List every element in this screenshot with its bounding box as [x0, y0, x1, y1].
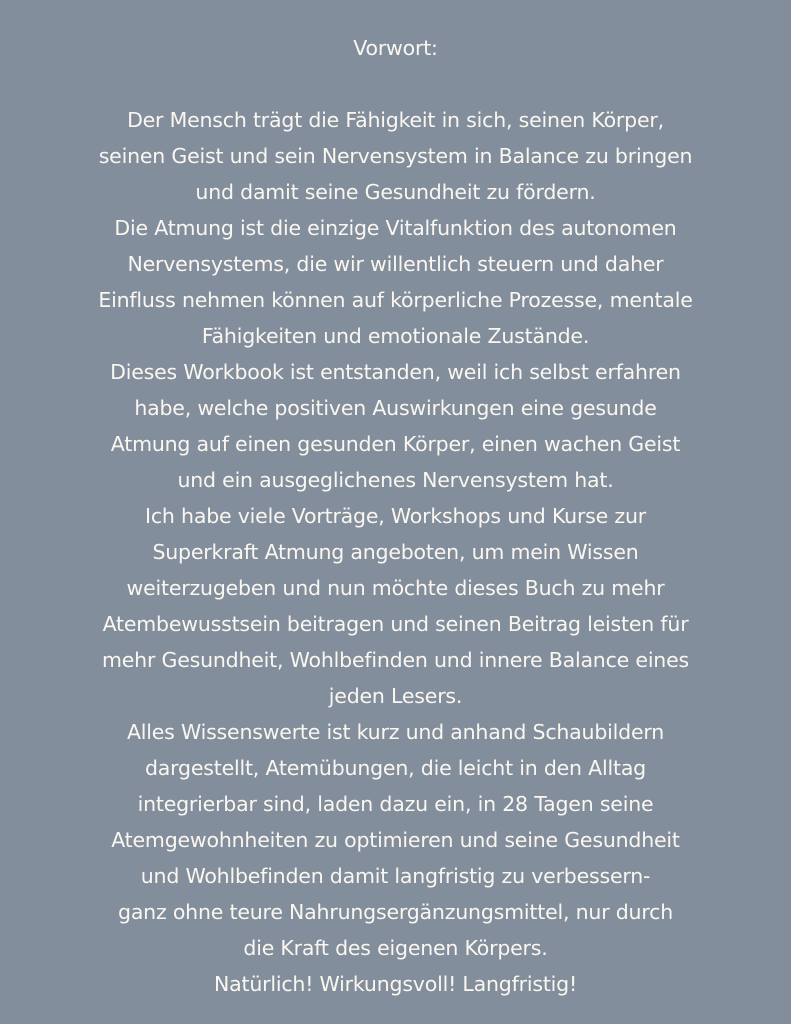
foreword-body	[0, 102, 791, 1002]
body-line: und Wohlbefinden damit langfristig zu verbessern-	[140, 864, 651, 888]
body-line: Atemgewohnheiten zu optimieren und seine Gesundheit	[111, 828, 680, 852]
body-line: Die Atmung ist die einzige Vitalfunktion des autonomen	[114, 216, 677, 240]
body-line: integrierbar sind, laden dazu ein, in 28 Tagen seine	[137, 792, 654, 816]
body-line: Ich habe viele Vorträge, Workshops und Kurse zur	[145, 504, 646, 528]
body-line: und ein ausgeglichenes Nervensystem hat.	[177, 468, 614, 492]
body-line: mehr Gesundheit, Wohlbefinden und innere Balance eines	[101, 648, 689, 672]
body-line: Alles Wissenswerte ist kurz und anhand Schaubildern	[126, 720, 665, 744]
body-line: Fähigkeiten und emotionale Zustände.	[201, 324, 590, 348]
body-line: Dieses Workbook ist entstanden, weil ich selbst erfahren	[110, 360, 681, 384]
title-spacer	[0, 66, 791, 102]
body-line: ganz ohne teure Nahrungsergänzungsmittel, nur durch	[118, 900, 673, 924]
body-line: weiterzugeben und nun möchte dieses Buch zu mehr	[126, 576, 665, 600]
body-line: dargestellt, Atemübungen, die leicht in den Alltag	[144, 756, 646, 780]
body-line: und damit seine Gesundheit zu fördern.	[195, 180, 596, 204]
body-line: Atembewusstsein beitragen und seinen Beitrag leisten für	[102, 612, 689, 636]
body-line: seinen Geist und sein Nervensystem in Balance zu bringen	[98, 144, 693, 168]
body-line: habe, welche positiven Auswirkungen eine gesunde	[134, 396, 657, 420]
body-line: jeden Lesers.	[328, 684, 463, 708]
body-line: Einfluss nehmen können auf körperliche Prozesse, mentale	[98, 288, 693, 312]
body-line: Nervensystems, die wir willentlich steuern und daher	[127, 252, 664, 276]
body-line: Superkraft Atmung angeboten, um mein Wissen	[152, 540, 639, 564]
body-line: Der Mensch trägt die Fähigkeit in sich, seinen Körper,	[127, 108, 664, 132]
closing-line: Natürlich! Wirkungsvoll! Langfristig!	[214, 972, 577, 996]
body-line: die Kraft des eigenen Körpers.	[243, 936, 548, 960]
foreword-title: Vorwort:	[353, 36, 438, 60]
body-line: Atmung auf einen gesunden Körper, einen wachen Geist	[110, 432, 681, 456]
